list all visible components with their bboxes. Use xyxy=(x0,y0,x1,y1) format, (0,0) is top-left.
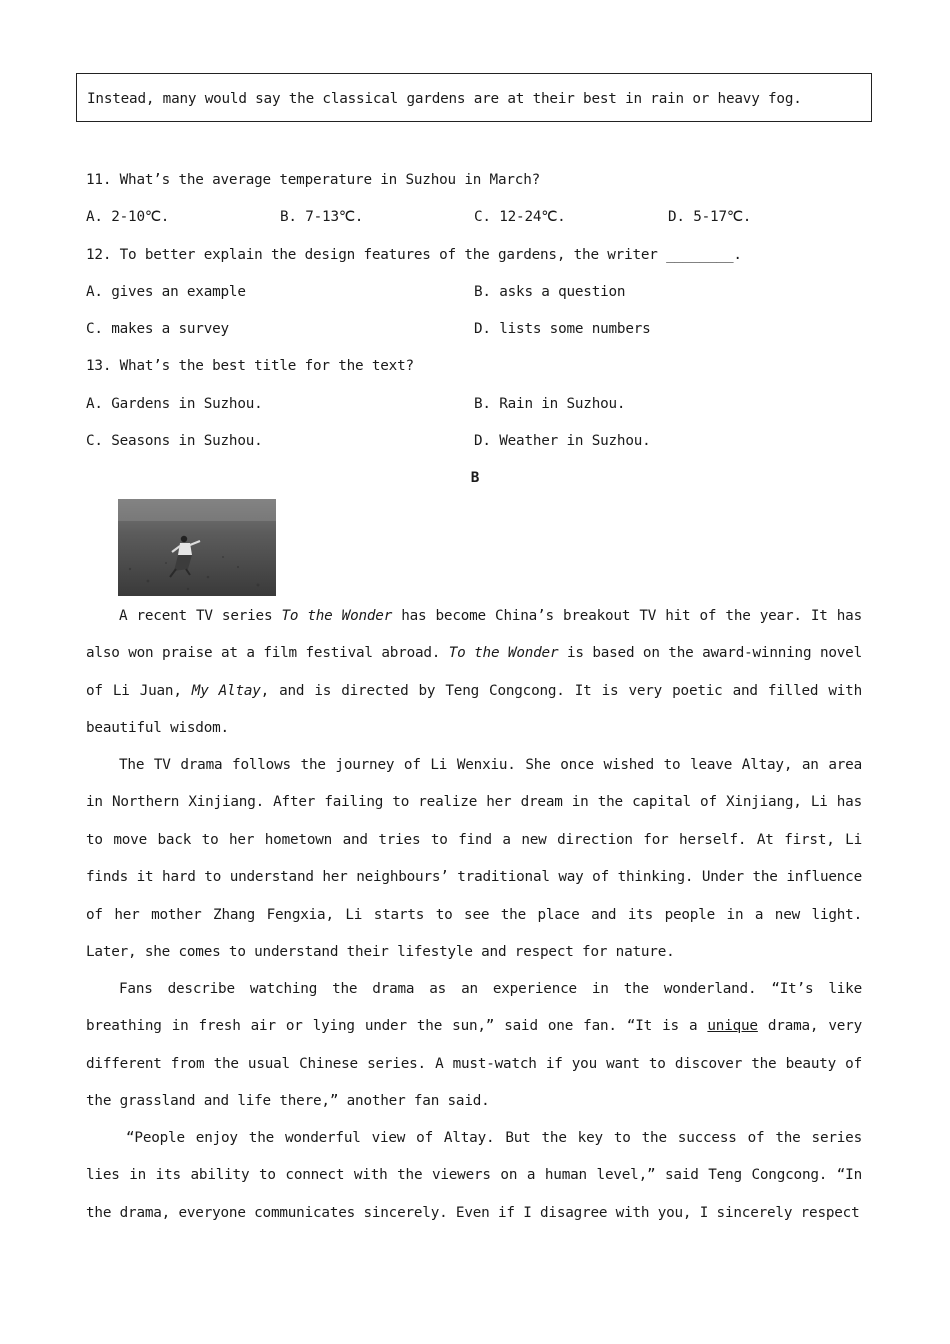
question-11-option-d: D. 5-17℃. xyxy=(668,209,752,225)
passage-paragraph-2: The TV drama follows the journey of Li Wenxiu. She once wished to leave Altay, an area in Northern Xinjiang. After failing to realize her dream in the capital of Xinjiang, Li has to move back to her hometown and tries to find a new direction for herself. At first, Li finds it hard to understand her neighbours’ traditional way of thinking. Under the influence of her mother Zhang Fengxia, Li starts to see the place and its people in a new light. Later, she comes to understand their lifestyle and respect for nature. xyxy=(86,757,862,961)
series-title: To the Wonder xyxy=(448,645,559,662)
grassland-photo xyxy=(118,499,276,596)
question-11-stem: 11. What’s the average temperature in Suzhou in March? xyxy=(86,172,541,188)
passage-paragraph-4: “People enjoy the wonderful view of Altay. But the key to the success of the series lies in its ability to connect with the viewers on a human level,” said Teng Congcong. “In the drama, everyone communicates sincerely. Even if I disagree with you, I sincerely respect xyxy=(86,1130,862,1221)
quote-text: Instead, many would say the classical gardens are at their best in rain or heavy fog. xyxy=(87,91,802,107)
question-12-option-a: A. gives an example xyxy=(86,284,246,300)
question-11-option-c: C. 12-24℃. xyxy=(474,209,566,225)
question-13-option-b: B. Rain in Suzhou. xyxy=(474,396,626,412)
section-letter: B xyxy=(470,470,480,486)
paragraph-1-text-d: , and is directed by Teng Congcong. It is very poetic and filled with beautiful wisdom. xyxy=(86,682,862,737)
question-11-option-b: B. 7-13℃. xyxy=(280,209,364,225)
question-12-option-c: C. makes a survey xyxy=(86,321,229,337)
paragraph-1-text-c: is based on the award-winning novel of Li Juan, xyxy=(86,645,862,699)
paragraph-1-text-a: A recent TV series xyxy=(119,608,282,624)
novel-title: My Altay xyxy=(191,682,261,699)
question-13-option-d: D. Weather in Suzhou. xyxy=(474,433,651,449)
passage-paragraph-1 xyxy=(86,598,862,748)
question-12-option-b: B. asks a question xyxy=(474,284,626,300)
paragraph-3-text-b: drama, very different from the usual Chinese series. A must-watch if you want to discover the beauty of the grassland and life there,” another fan said. xyxy=(86,1018,862,1110)
quote-box xyxy=(76,73,872,122)
underlined-word: unique xyxy=(707,1018,758,1035)
question-13-option-a: A. Gardens in Suzhou. xyxy=(86,396,263,412)
passage-paragraph-3 xyxy=(86,971,862,1121)
question-12-option-d: D. lists some numbers xyxy=(474,321,651,337)
question-11-option-a: A. 2-10℃. xyxy=(86,209,170,225)
question-13-stem: 13. What’s the best title for the text? xyxy=(86,358,414,374)
paragraph-3-text-a: Fans describe watching the drama as an experience in the wonderland. “It’s like breathing in fresh air or lying under the sun,” said one fan. “It is a xyxy=(86,981,862,1035)
paragraph-1-text-b: has become China’s breakout TV hit of the year. It has also won praise at a film festival abroad. xyxy=(86,608,862,662)
question-13-option-c: C. Seasons in Suzhou. xyxy=(86,433,263,449)
series-title: To the Wonder xyxy=(281,608,393,624)
question-12-stem: 12. To better explain the design features of the gardens, the writer ________. xyxy=(86,247,742,263)
